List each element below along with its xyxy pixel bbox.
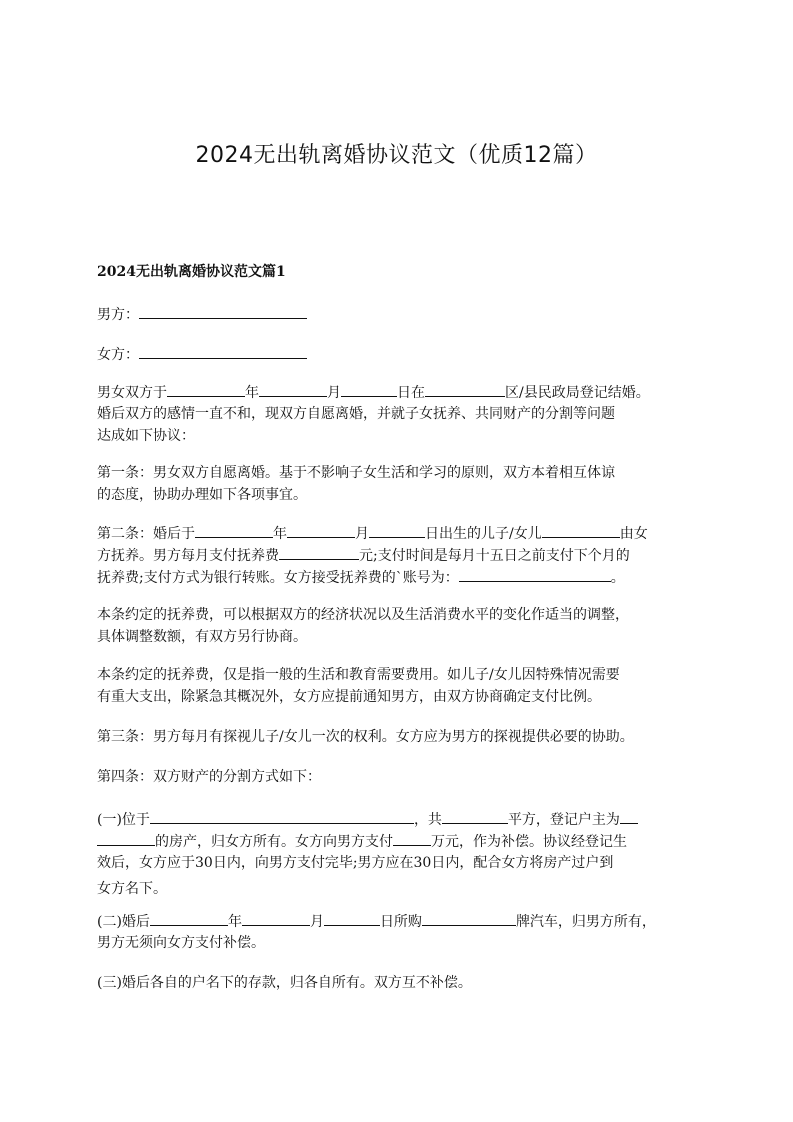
text: 元;支付时间是每月十五日之前支付下个月的 (359, 548, 630, 564)
text: 牌汽车，归男方所有， (515, 914, 656, 930)
text: 月 (355, 526, 369, 542)
text-line: 男方无须向女方支付补偿。 (97, 935, 265, 951)
property-location-blank[interactable] (150, 808, 414, 824)
section-heading: 2024无出轨离婚协议范文篇1 (97, 264, 286, 280)
text: 。 (610, 570, 625, 586)
text: (一)位于 (97, 812, 150, 828)
text: (二)婚后 (97, 914, 150, 930)
support-amount-blank[interactable] (279, 544, 359, 560)
paragraph-article-2 (97, 522, 717, 588)
male-party-line (97, 303, 717, 325)
text: 抚养费;支付方式为银行转账。女方接受抚养费的`账号为： (97, 570, 459, 586)
purchase-year-blank[interactable] (150, 910, 228, 926)
text-line: 本条约定的抚养费，仅是指一般的生活和教育需要费用。如儿子/女儿因特殊情况需要 (97, 667, 620, 683)
text: 日在 (397, 385, 425, 401)
text: 方抚养。男方每月支付抚养费 (97, 548, 279, 564)
text-line: 效后，女方应于30日内，向男方支付完毕;男方应在30日内，配合女方将房产过户到 (97, 855, 614, 871)
male-name-blank[interactable] (139, 303, 307, 319)
text-line: 第四条：双方财产的分割方式如下： (97, 769, 321, 785)
text: 区/县民政局登记结婚。 (505, 385, 650, 401)
account-number-blank[interactable] (459, 566, 611, 582)
purchase-month-blank[interactable] (242, 910, 310, 926)
text: 平方，登记户主为 (507, 812, 620, 828)
text: 月 (327, 385, 341, 401)
paragraph-intro (97, 381, 717, 447)
paragraph-article-4 (97, 766, 717, 788)
purchase-day-blank[interactable] (324, 910, 380, 926)
text-line: 有重大支出，除紧急其概况外，女方应提前通知男方，由双方协商确定支付比例。 (97, 689, 601, 705)
text: 万元，作为补偿。协议经登记生 (431, 834, 627, 850)
birth-month-blank[interactable] (287, 522, 355, 538)
female-name-blank[interactable] (139, 343, 307, 359)
text: 的房产，归女方所有。女方向男方支付 (155, 834, 393, 850)
text-line: (三)婚后各自的户名下的存款，归各自所有。双方互不补偿。 (97, 975, 472, 991)
text-line: 婚后双方的感情一直不和，现双方自愿离婚，并就子女抚养、共同财产的分割等问题 (97, 406, 615, 422)
paragraph-support-scope (97, 664, 717, 708)
district-blank[interactable] (425, 381, 505, 397)
text: 年 (227, 914, 242, 930)
paragraph-property-savings (97, 972, 717, 994)
female-party-line (97, 343, 717, 365)
text: 年 (245, 385, 259, 401)
birth-day-blank[interactable] (369, 522, 425, 538)
paragraph-article-1 (97, 462, 717, 506)
text: ，共 (413, 812, 442, 828)
birth-year-blank[interactable] (195, 522, 273, 538)
paragraph-property-house (97, 808, 717, 900)
text-line: 第一条：男女双方自愿离婚。基于不影响子女生活和学习的原则，双方本着相互体谅 (97, 465, 615, 481)
female-label: 女方： (97, 347, 139, 363)
document-title: 2024无出轨离婚协议范文（优质12篇） (195, 143, 598, 168)
male-label: 男方： (97, 307, 139, 323)
text-line: 女方名下。 (97, 881, 167, 897)
text: 由女 (619, 526, 648, 542)
text-line: 本条约定的抚养费，可以根据双方的经济状况以及生活消费水平的变化作适当的调整， (97, 607, 629, 623)
text: 月 (309, 914, 324, 930)
paragraph-support-adjust (97, 604, 717, 648)
text-line: 第三条：男方每月有探视儿子/女儿一次的权利。女方应为男方的探视提供必要的协助。 (97, 729, 634, 745)
property-area-blank[interactable] (442, 808, 508, 824)
text: 日所购 (379, 914, 422, 930)
marriage-year-blank[interactable] (167, 381, 245, 397)
marriage-day-blank[interactable] (341, 381, 397, 397)
marriage-month-blank[interactable] (259, 381, 327, 397)
car-brand-blank[interactable] (422, 910, 516, 926)
child-name-blank[interactable] (542, 522, 620, 538)
text: 年 (273, 526, 287, 542)
text: 第二条：婚后于 (97, 526, 195, 542)
text-line: 达成如下协议： (97, 428, 195, 444)
owner-name-blank-b[interactable] (97, 830, 155, 846)
paragraph-property-car (97, 910, 717, 954)
compensation-blank[interactable] (393, 830, 431, 846)
owner-name-blank-a[interactable] (620, 808, 638, 824)
text-line: 的态度，协助办理如下各项事宜。 (97, 487, 307, 503)
text: 男女双方于 (97, 385, 167, 401)
paragraph-article-3 (97, 726, 717, 748)
text-line: 具体调整数额，有双方另行协商。 (97, 629, 307, 645)
text: 日出生的儿子/女儿 (425, 526, 542, 542)
